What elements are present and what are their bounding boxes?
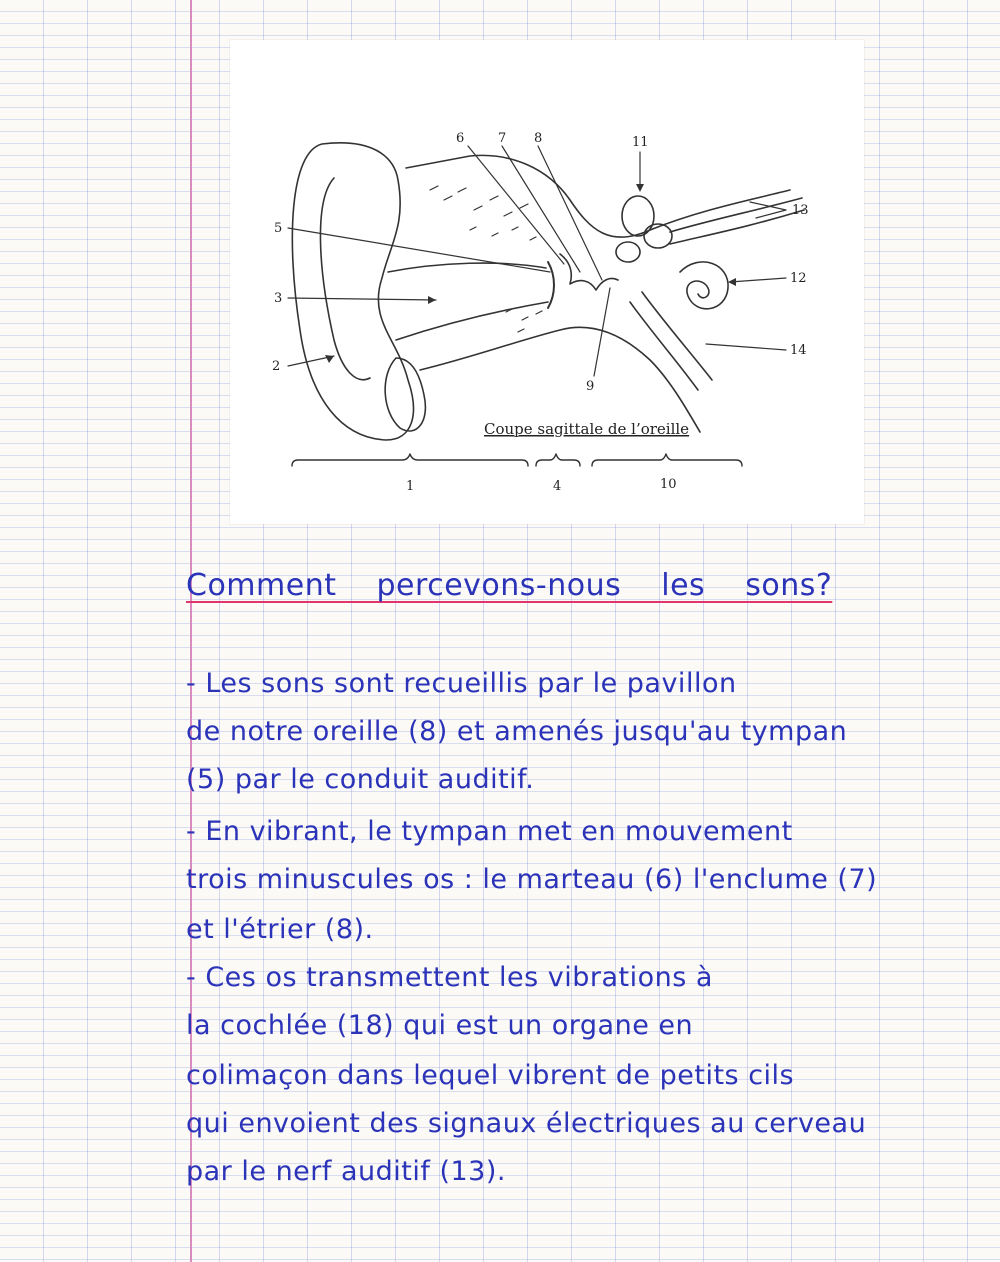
note-line-5: trois minuscules os : le marteau (6) l'enclume (7) <box>186 864 878 895</box>
note-line-7: - Ces os transmettent les vibrations à <box>186 962 713 993</box>
semicircular-canal-3 <box>616 242 640 262</box>
auditory-nerve <box>670 198 804 244</box>
label-9: 9 <box>586 379 595 394</box>
note-line-8: la cochlée (18) qui est un organe en <box>186 1010 694 1041</box>
note-line-4: - En vibrant, le tympan met en mouvement <box>186 816 793 847</box>
ear-canal-bottom <box>396 302 548 340</box>
label-10: 10 <box>660 477 677 492</box>
note-line-3: (5) par le conduit auditif. <box>186 764 535 795</box>
pinna-outline <box>292 143 413 440</box>
bone-bottom <box>420 327 700 432</box>
label-6: 6 <box>456 131 465 146</box>
note-line-10: qui envoient des signaux électriques au cerveau <box>186 1108 867 1139</box>
eardrum <box>548 262 554 308</box>
note-line-11: par le nerf auditif (13). <box>186 1156 506 1187</box>
bone-outline <box>406 155 790 237</box>
label-5: 5 <box>274 221 283 236</box>
label-4: 4 <box>553 479 562 494</box>
label-8: 8 <box>534 131 543 146</box>
ear-drawing <box>230 40 864 524</box>
pinna-inner <box>320 178 370 380</box>
note-line-1: - Les sons sont recueillis par le pavillon <box>186 668 737 699</box>
label-2: 2 <box>272 359 281 374</box>
label-3: 3 <box>274 291 283 306</box>
note-line-9: colimaçon dans lequel vibrent de petits cils <box>186 1060 795 1091</box>
note-line-2: de notre oreille (8) et amenés jusqu'au tympan <box>186 716 848 747</box>
label-1: 1 <box>406 479 415 494</box>
label-11: 11 <box>632 135 649 150</box>
diagram-caption: Coupe sagittale de l’oreille <box>484 420 690 438</box>
label-13: 13 <box>792 203 809 218</box>
notes-title: Comment percevons-nous les sons? <box>186 568 833 603</box>
eustachian-tube <box>630 292 712 390</box>
semicircular-canal-1 <box>622 196 654 236</box>
label-14: 14 <box>790 343 807 358</box>
ossicles <box>560 254 618 290</box>
note-line-6: et l'étrier (8). <box>186 914 374 945</box>
ear-diagram <box>230 40 864 524</box>
label-7: 7 <box>498 131 507 146</box>
label-12: 12 <box>790 271 807 286</box>
cochlea <box>680 262 728 309</box>
